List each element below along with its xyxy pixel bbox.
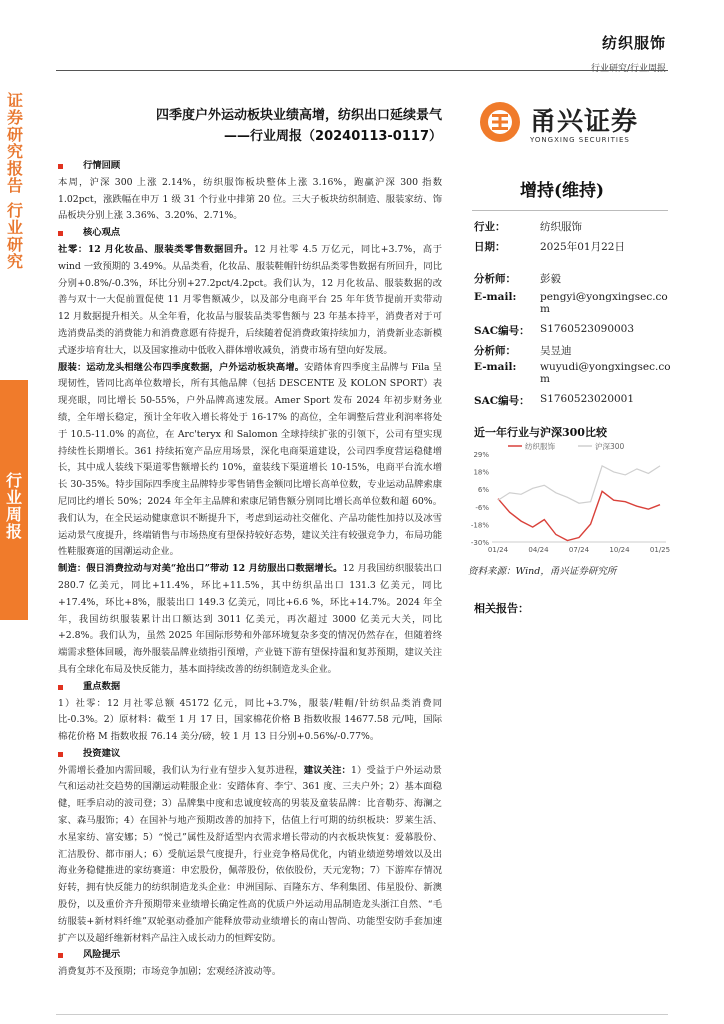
info-row xyxy=(474,239,674,271)
info-label: E-mail: xyxy=(474,291,517,303)
y-tick-label: -30% xyxy=(470,539,489,547)
header-divider xyxy=(56,70,668,71)
paragraph-body: 12 月我国纺织服装出口 280.7 亿美元，同比+11.4%，环比+11.5%，其中纺织品出口 131.3 亿美元，同比+17.4%，环比+8%，服装出口 149.3 亿美元，同比+6.6 %，环比+14.7%。2024 年全年，我国纺织服装累计出口额达到 3011 亿美元，再次超过 3000 亿美元大关，同比+2.8%。我们认为，虽然 2025 年国际形势和外部环境复杂多变的情况仍然存在，但随着终端需求整体回暖，海外服装品牌业绩指引预增，产业链下游有望保持温和复苏预期，建议关注具有全球化布局及快反能力，基本面持续改善的纺织制造龙头企业。 xyxy=(58,563,442,675)
bullet-square-icon xyxy=(58,752,63,757)
legend-label: 沪深300 xyxy=(595,442,625,451)
rating: 增持(维持) xyxy=(520,181,605,201)
section-title: 重点数据 xyxy=(83,680,121,692)
side-label-char: 研 xyxy=(6,235,23,254)
chart-source: 资料来源：Wind，甬兴证券研究所 xyxy=(468,566,617,577)
header-title: 纺织服饰 xyxy=(601,34,666,52)
header-subtitle: 行业研究/行业周报 xyxy=(590,64,666,74)
info-row xyxy=(474,291,674,323)
info-label: E-mail: xyxy=(474,361,517,373)
rating-divider xyxy=(472,210,668,211)
side-label-char: 告 xyxy=(6,176,23,195)
section-title: 风险提示 xyxy=(83,949,121,961)
legend-label: 纺织服饰 xyxy=(525,442,555,451)
info-row xyxy=(474,361,674,393)
paragraph-lead: 建议关注： xyxy=(303,764,351,776)
y-tick-label: 6% xyxy=(477,486,489,495)
side-block-char: 业 xyxy=(5,488,22,507)
market-paragraph: 本周，沪深 300 上涨 2.14%，纺织服饰板块整体上涨 3.16%，跑赢沪深 300 指数 1.02pct，涨跌幅在申万 1 级 31 个行业中排第 20 位。三大子板块纺织制造、服装家纺、饰品板块分别上涨 3.36%、3.20%、2.71%。 xyxy=(58,176,442,222)
risk-paragraph: 消费复苏不及预期；市场竞争加剧；宏观经济波动等。 xyxy=(58,966,282,978)
side-label-char: 券 xyxy=(6,108,23,127)
info-value: 吴昱迪 xyxy=(540,345,572,357)
paragraph-lead: 服装：运动龙头相继公布四季度数据，户外运动板块高增。 xyxy=(58,361,305,373)
side-block-char: 周 xyxy=(5,505,22,524)
info-label: 分析师： xyxy=(474,273,516,285)
bullet-square-icon xyxy=(58,953,63,958)
side-label-char: 业 xyxy=(6,218,23,237)
info-label: 分析师： xyxy=(474,345,516,357)
views-paragraph-manufacturing xyxy=(58,561,442,679)
side-label-char: 究 xyxy=(6,142,23,161)
related-reports-label: 相关报告： xyxy=(474,602,529,615)
side-label-char: 行 xyxy=(6,201,23,220)
x-tick-label: 10/24 xyxy=(609,546,630,554)
paragraph-lead: 社零：12 月化妆品、服装类零售数据回升。 xyxy=(58,243,254,255)
section-risk-head xyxy=(58,947,442,964)
section-data-head xyxy=(58,679,442,696)
views-paragraph-retail xyxy=(58,242,442,360)
section-title: 核心观点 xyxy=(83,227,121,239)
views-paragraph-apparel xyxy=(58,360,442,562)
bullet-square-icon xyxy=(58,164,63,169)
section-market-head xyxy=(58,158,442,175)
series-line-1 xyxy=(498,466,660,503)
info-value: wuyudi@yongxingsec.com xyxy=(540,361,671,385)
info-row xyxy=(474,271,674,291)
section-title: 投资建议 xyxy=(83,747,121,759)
report-title-line1: 四季度户外运动板块业绩高增，纺织出口延续景气 xyxy=(155,108,442,123)
page-header xyxy=(591,32,666,74)
side-label-char: 究 xyxy=(6,252,23,271)
footer-divider xyxy=(56,1014,668,1015)
info-label: 日期： xyxy=(474,241,506,253)
comparison-chart xyxy=(460,440,676,562)
data-paragraph: 1）社零：12 月社零总额 45172 亿元，同比+3.7%，服装/鞋帽/针纺织品类消费同比-0.3%。2）原材料：截至 1 月 17 日，国家棉花价格 B 指数收报 14677.58 元/吨，国际棉花价格 M 指数收报 76.14 美分/磅，较 1 月 13 日分别+0.56%/-0.77%。 xyxy=(58,697,442,743)
info-row xyxy=(474,343,674,361)
paragraph-body: 12 月社零 4.5 万亿元，同比+3.7%，高于 wind 一致预期的 3.49%。从品类看，化妆品、服装鞋帽针纺织品类零售数据有所回升，同比分别+0.8%/-0.3%，环比分别+27.2pct/4.2pct。我们认为，12 月化妆品、服装数据的改善与双十一大促前置促使 11 月零售额减少，以及部分电商平台 25 年年货节提前开卖带动 12 月数据提升相关。从全年看，化妆品与服装品类零售额与 23 年基本持平，消费者对于可选消费品类的消费能力和消费意愿有待提升，后续随着促消费政策持续加力，消费新业态新模式逐步培育壮大，以及国家推动中低收入群体增收减负，消费市场有望向好发展。 xyxy=(58,243,442,356)
series-line-0 xyxy=(498,491,660,540)
paragraph-body: 外需增长叠加内需回暖，我们认为行业有望步入复苏进程， xyxy=(58,764,304,776)
paragraph-body: 安踏体育四季度主品牌与 Fila 呈现韧性，皆同比高单位数增长，所有其他品牌（包括 DESCENTE 及 KOLON SPORT）表现亮眼，同比增长 50-55%，户外品牌高速发展。Amer Sport 发布 2024 年初步财务业绩，全年增长稳定，预计全年收入增长将处于 16-17% 的高位，全年调整后营业利润率将处于 10.5-11.0% 的高位，在 Arc'teryx 和 Salomon 全球持续扩张的引领下，公司有望实现持续性长期增长。361 持续拓宽产品应用场景，深化电商渠道建设，公司四季度营运稳健增长，其中成人装线下渠道零售额增长约 10%，童装线下渠道增长 10-15%，电商平台流水增长 30-35%。特步国际四季度主品牌特步零售销售金额同比增长高单位数，专业运动品牌索康尼同比约增长 50%；2024 年全年主品牌和索康尼销售额分别同比增长高单位数和超 60%。我们认为，在全民运动健康意识不断提升下，考虑到运动社交催化、产品功能性加持以及冰雪运动景气度提升，终端销售与市场热度有望保持较好态势，建议关注有较强竞争力，布局功能性鞋服赛道的国潮运动企业。 xyxy=(58,361,442,558)
advice-paragraph xyxy=(58,763,442,948)
info-value: 彭毅 xyxy=(540,273,561,285)
report-title xyxy=(60,105,442,147)
x-tick-label: 07/24 xyxy=(568,546,590,554)
company-logo xyxy=(478,98,668,150)
analyst-info xyxy=(474,219,674,413)
x-tick-label: 01/25 xyxy=(649,546,671,554)
info-row xyxy=(474,393,674,413)
bullet-square-icon xyxy=(58,231,63,236)
logo-mark-icon xyxy=(478,100,522,144)
side-label-top xyxy=(0,92,30,292)
y-tick-label: -6% xyxy=(475,503,489,512)
side-label-char: 报 xyxy=(6,159,23,178)
info-label: SAC编号： xyxy=(474,395,530,407)
x-tick-label: 01/24 xyxy=(487,546,509,554)
side-block-char: 报 xyxy=(5,522,22,541)
side-label-char: 研 xyxy=(6,125,23,144)
info-row xyxy=(474,219,674,239)
y-tick-label: 18% xyxy=(473,468,489,477)
paragraph-body: 1）受益于户外运动景气和运动社交趋势的国潮运动鞋服企业：安踏体育、李宁、361 度、三夫户外；2）基本面稳健，旺季启动的波司登；3）品牌集中度和忠诚度较高的男装及童装品牌：比音勒芬、海澜之家、森马服饰；4）在国补与地产预期改善的加持下，估值上行可期的纺织板块：罗莱生活、水星家纺、富安娜；5）“悦己”属性及舒适型内衣需求增长带动的内衣板块恢复：爱慕股份、汇洁股份、都市丽人；6）受航运景气度提升，行业竞争格局优化，内销业绩逆势增效以及出海业务稳健推进的家纺赛道：申宏股份，佩蒂股份，依依股份，天元宠物；7）下游库存情况好转，拥有快反能力的纺织制造龙头企业：申洲国际、百隆东方、华利集团、伟星股份、新澳股份，以及重价齐升预期带来业绩增长确定性高的优质户外运动用品制造龙头浙江自然、“毛纺服装+新材料纤维”双轮驱动叠加产能释放带动业绩增长的南山智尚、功能型安防手套加速扩产以及超纤维新材料产品注入成长动力的恒辉安防。 xyxy=(58,764,442,944)
chart-svg xyxy=(460,440,676,562)
section-advice-head xyxy=(58,746,442,763)
info-label: SAC编号： xyxy=(474,325,530,337)
info-label: 行业： xyxy=(474,221,506,233)
section-title: 行情回顾 xyxy=(83,160,121,171)
chart-title: 近一年行业与沪深300比较 xyxy=(474,426,607,439)
info-value: 2025年01月22日 xyxy=(540,241,625,253)
info-value: 纺织服饰 xyxy=(540,221,582,233)
x-tick-label: 04/24 xyxy=(528,546,549,554)
main-content xyxy=(58,158,442,981)
logo-english: YONGXING SECURITIES xyxy=(530,136,630,144)
info-row xyxy=(474,323,674,343)
y-tick-label: -18% xyxy=(470,521,489,530)
info-value: S1760523020001 xyxy=(540,393,635,405)
info-value: pengyi@yongxingsec.com xyxy=(540,291,668,315)
report-title-line2: ——行业周报（20240113-0117） xyxy=(224,129,442,144)
info-value: S1760523090003 xyxy=(540,323,635,335)
bullet-square-icon xyxy=(58,685,63,690)
side-label-block xyxy=(0,380,28,620)
logo-name: 甬兴证券 xyxy=(530,107,639,137)
y-tick-label: 29% xyxy=(473,451,489,459)
side-label-char: 证 xyxy=(6,91,23,110)
paragraph-lead: 制造：假日消费拉动与对美“抢出口”带动 12 月纺服出口数据增长。 xyxy=(58,563,343,575)
section-views-head xyxy=(58,225,442,242)
side-block-char: 行 xyxy=(5,471,22,490)
